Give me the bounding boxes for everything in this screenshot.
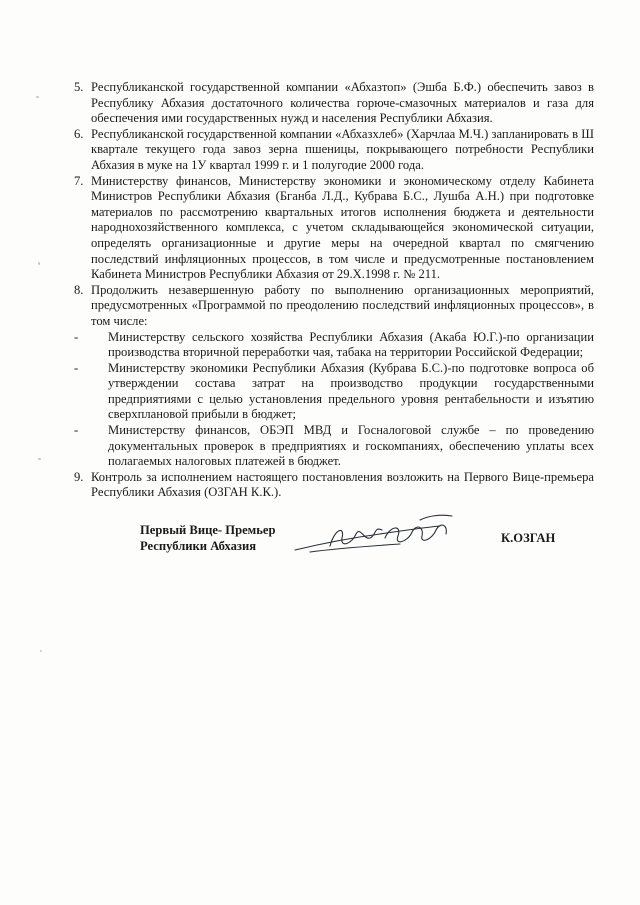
sub-list-item bbox=[74, 329, 594, 361]
item-text: Республиканской государственной компании «Абхазтоп» (Эшба Б.Ф.) обеспечить завоз в Республику Абхазия достаточного количества горюче-смазочных материалов и газа для обеспечения ими государственных нужд и населения Республики Абхазия. bbox=[91, 80, 594, 126]
list-item-9 bbox=[74, 470, 594, 501]
scan-artifact bbox=[36, 96, 39, 98]
scan-artifact bbox=[38, 262, 40, 265]
item-text: Контроль за исполнением настоящего постановления возложить на Первого Вице-премьера Республики Абхазия (ОЗГАН К.К.). bbox=[91, 469, 594, 500]
item-number: 7. bbox=[74, 173, 84, 188]
list-item-5 bbox=[74, 80, 594, 127]
item-number: 6. bbox=[74, 126, 84, 141]
dash-marker: - bbox=[74, 329, 79, 344]
item-number: 9. bbox=[74, 469, 84, 484]
sub-item-text: Министерству экономики Республики Абхазия (Кубрава Б.С.)-по подготовке вопроса об утверждении состава затрат на производство продукции государственными предприятиями с целью установления предельного уровня рентабельности и изъятию сверхплановой прибыли в бюджет; bbox=[108, 360, 594, 422]
dash-marker: - bbox=[74, 423, 79, 438]
list-item-7 bbox=[74, 174, 594, 283]
scan-artifact bbox=[40, 650, 42, 652]
item-number: 5. bbox=[74, 80, 84, 94]
dash-marker: - bbox=[74, 360, 79, 375]
list-item-6 bbox=[74, 127, 594, 174]
item-text: Республиканской государственной компании «Абхазхлеб» (Харчлаа М.Ч.) запланировать в Ш квартале текущего года завоз зерна пшеницы, покрывающего потребности Республики Абхазия в муке на 1У квартал 1999 г. и 1 полугодие 2000 года. bbox=[91, 126, 594, 172]
signatory-name: К.ОЗГАН bbox=[501, 531, 556, 545]
list-item-8 bbox=[74, 283, 594, 330]
sub-item-text: Министерству финансов, ОБЭП МВД и Госналоговой службе – по проведению документальных проверок в предприятиях и госкомпаниях, обеспечению уплаты всех полагаемых налоговых платежей в бюджет. bbox=[108, 423, 594, 469]
position-line-1: Первый Вице- Премьер bbox=[140, 523, 276, 537]
scan-artifact bbox=[38, 458, 41, 460]
item-text: Министерству финансов, Министерству экономики и экономическому отделу Кабинета Министров Республики Абхазия (Бганба Л.Д., Кубрава Б.С., Лушба А.Н.) при подготовке материалов по рассмотрению квартальных итогов исполнения бюджета и деятельности народнохозяйственного комплекса, с учетом складывающейся экономической ситуации, определять организационные и другие меры на очередной квартал по смягчению последствий инфляционных процессов, в том числе и предусмотренные постановлением Кабинета Министров Республики Абхазия от 29.Х.1998 г. № 211. bbox=[91, 173, 594, 282]
handwritten-signature bbox=[290, 508, 470, 558]
item-text: Продолжить незавершенную работу по выполнению организационных мероприятий, предусмотренных «Программой по преодолению последствий инфляционных процессов», в том числе: bbox=[91, 282, 594, 328]
signature-block bbox=[0, 522, 640, 562]
sub-list-item bbox=[74, 423, 594, 470]
document-body bbox=[74, 80, 594, 501]
item-number: 8. bbox=[74, 282, 84, 297]
sub-item-text: Министерству сельского хозяйства Республики Абхазия (Акаба Ю.Г.)-по организации производства вторичной переработки чая, табака на территории Российской Федерации; bbox=[108, 329, 594, 360]
position-line-2: Республики Абхазия bbox=[140, 539, 257, 553]
sub-list-item bbox=[74, 360, 594, 423]
sub-list bbox=[74, 329, 594, 470]
signatory-position bbox=[140, 522, 276, 554]
